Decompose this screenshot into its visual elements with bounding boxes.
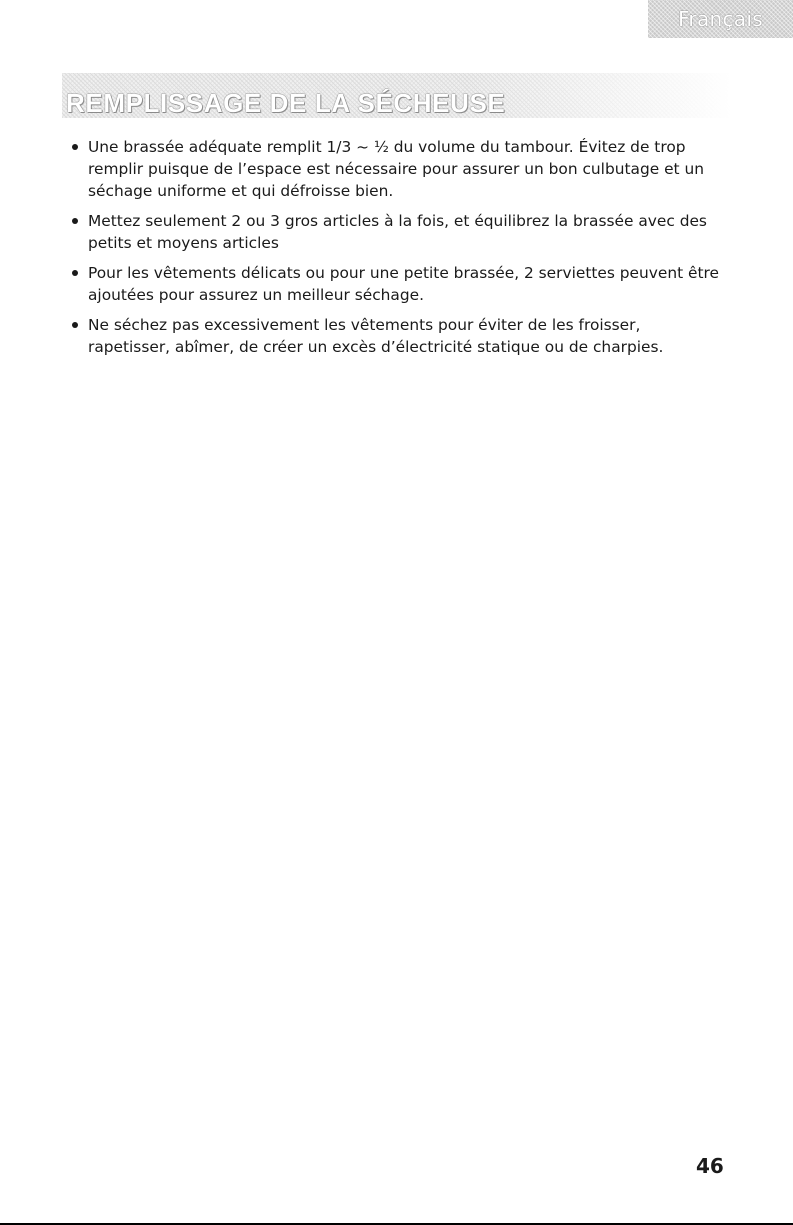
list-item-text: Une brassée adéquate remplit 1/3 ~ ½ du volume du tambour. Évitez de trop remplir puisque de l’espace est nécessaire pour assurer un bon culbutage et un séchage uniforme et qui défroisse bien. (88, 138, 704, 200)
bullet-icon (72, 218, 78, 224)
instruction-list (72, 136, 724, 366)
language-tab (648, 0, 793, 38)
bullet-icon (72, 270, 78, 276)
list-item-text: Pour les vêtements délicats ou pour une petite brassée, 2 serviettes peuvent être ajoutées pour assurez un meilleur séchage. (88, 264, 719, 304)
page-number: 46 (696, 1154, 724, 1178)
section-title: REMPLISSAGE DE LA SÉCHEUSE (66, 88, 506, 118)
language-label: Français (678, 7, 763, 31)
bullet-icon (72, 144, 78, 150)
list-item (72, 210, 724, 254)
bullet-icon (72, 322, 78, 328)
list-item-text: Mettez seulement 2 ou 3 gros articles à la fois, et équilibrez la brassée avec des petits et moyens articles (88, 212, 707, 252)
list-item (72, 262, 724, 306)
list-item (72, 314, 724, 358)
list-item-text: Ne séchez pas excessivement les vêtements pour éviter de les froisser, rapetisser, abîmer, de créer un excès d’électricité statique ou de charpies. (88, 316, 664, 356)
list-item (72, 136, 724, 202)
